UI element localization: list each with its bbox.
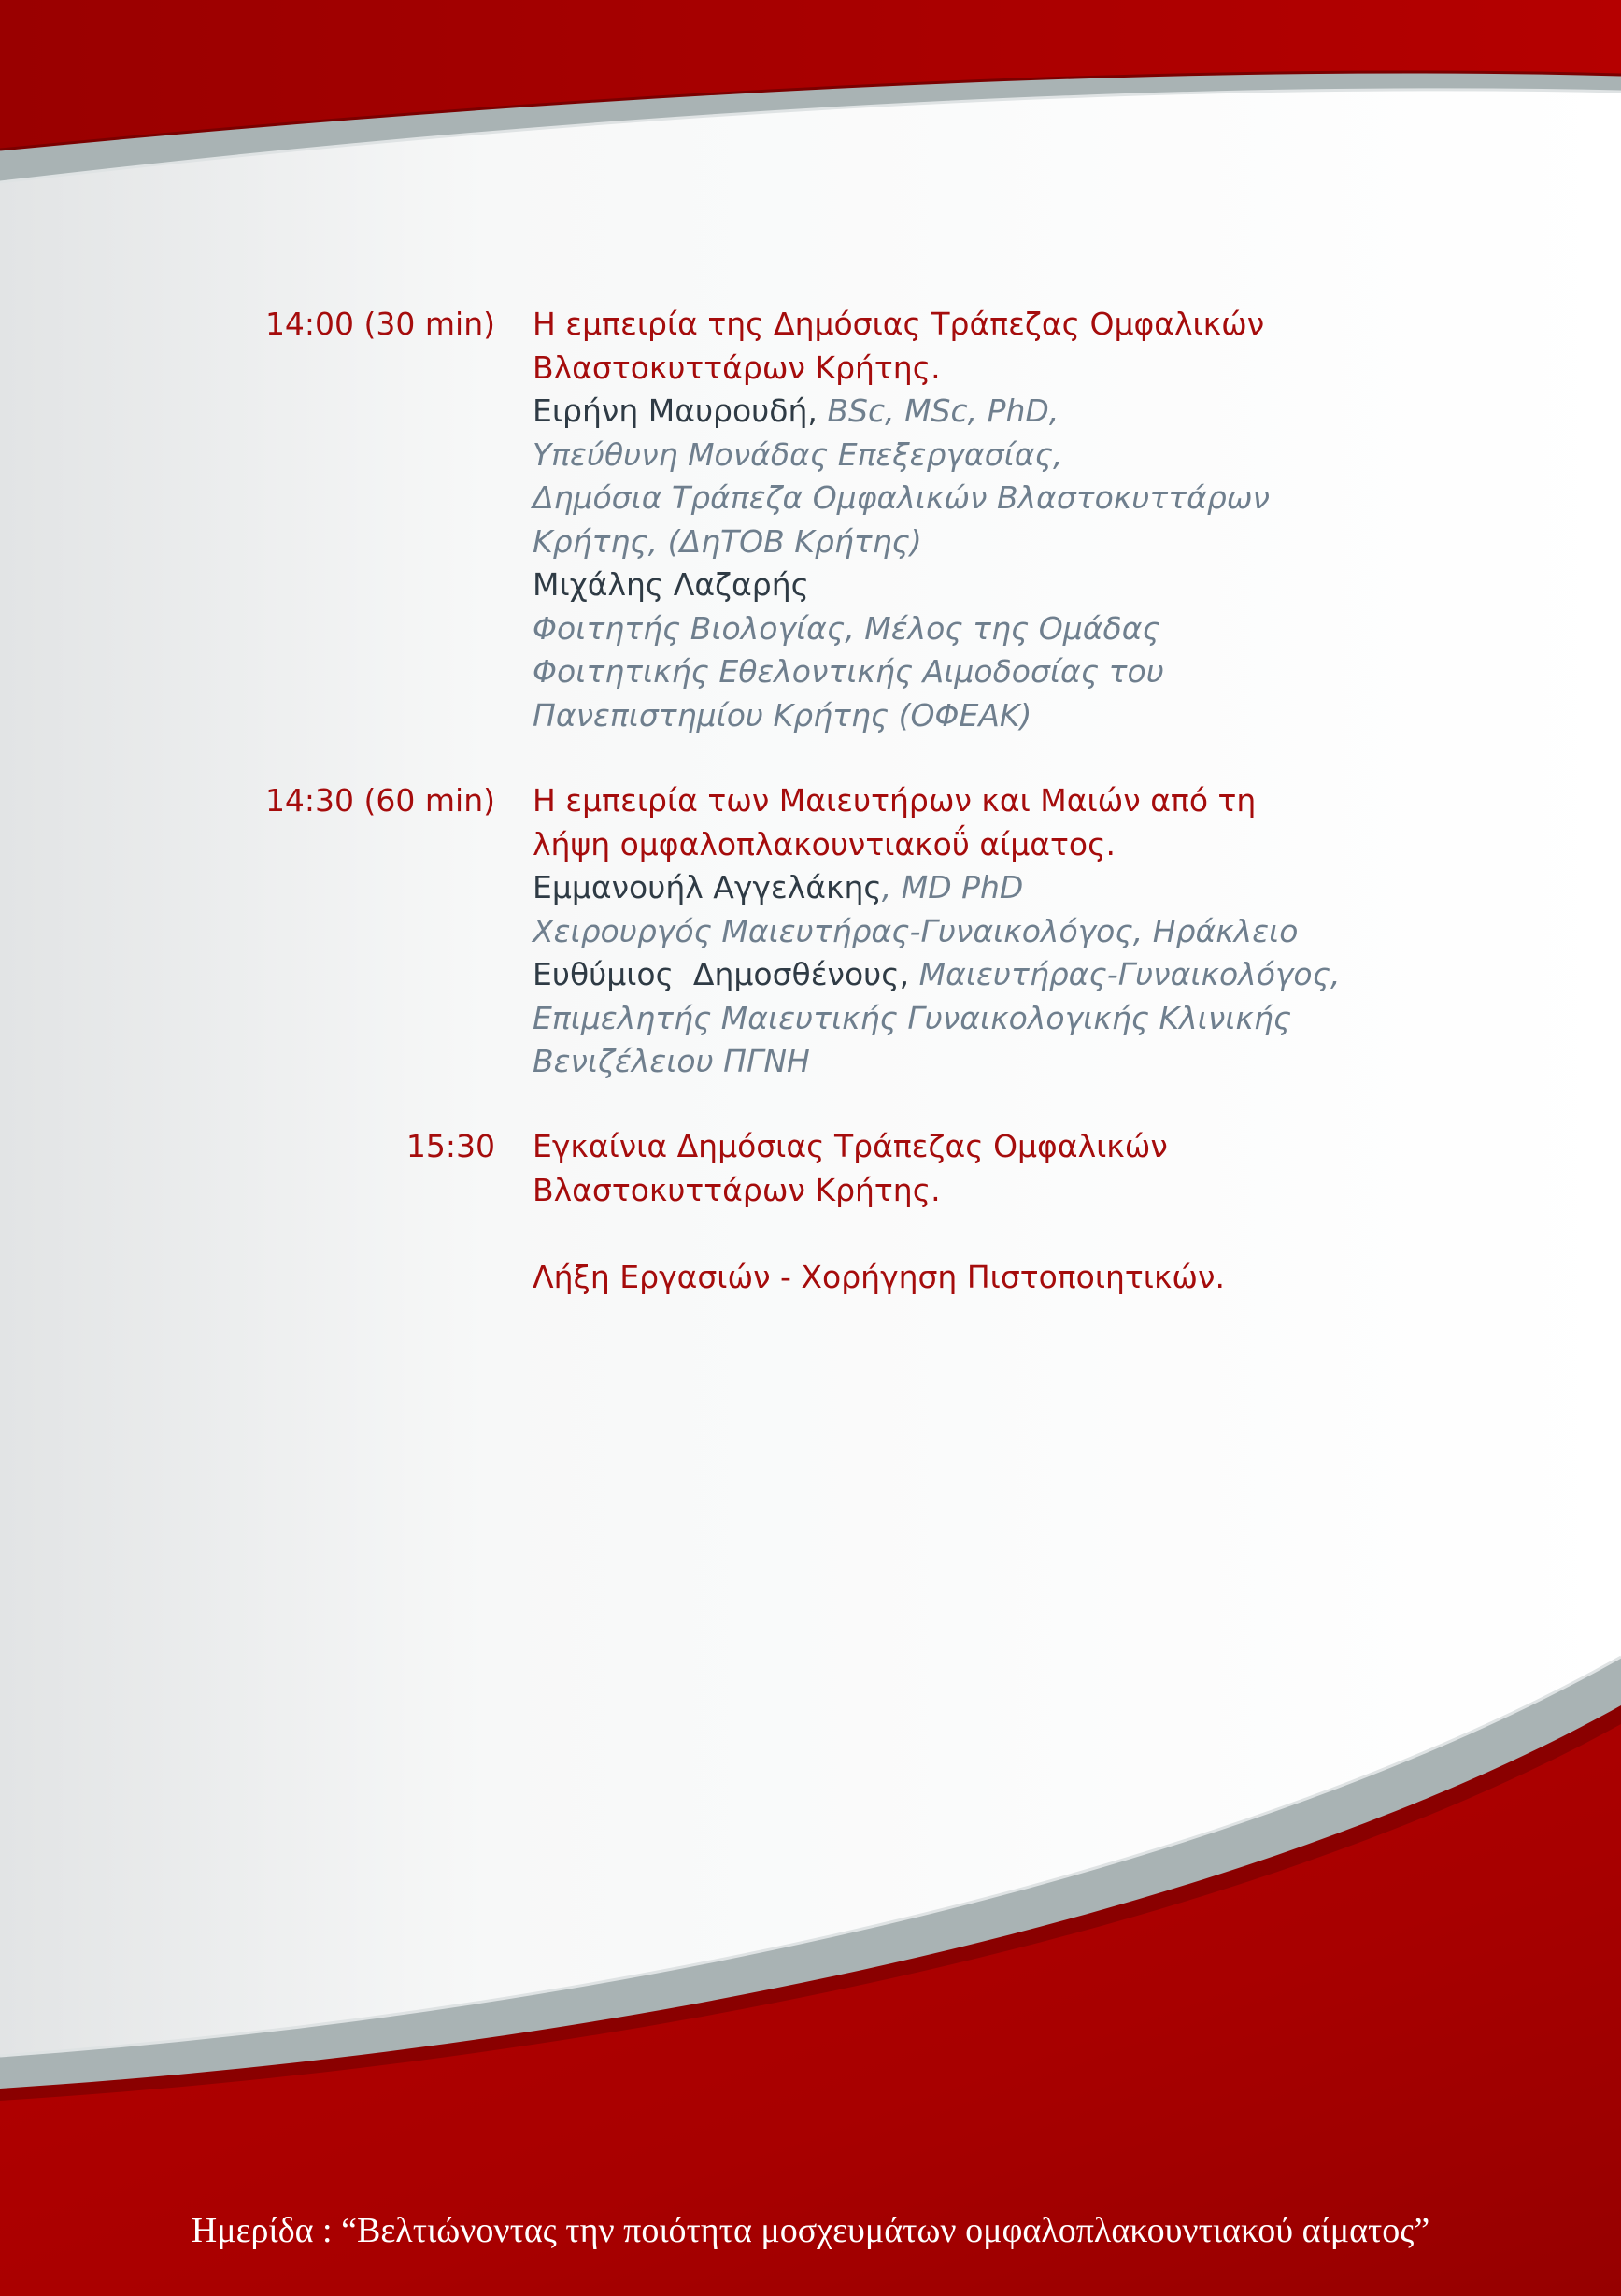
session-time: 14:30 (60 min) — [264, 782, 495, 819]
speaker-role-line: Κρήτης, (ΔηΤΟΒ Κρήτης) — [533, 522, 922, 560]
session-time: 15:30 — [405, 1128, 495, 1164]
speaker-role-line: Βενιζέλειου ΠΓΝΗ — [533, 1043, 810, 1079]
closing-line: Λήξη Εργασιών - Χορήγηση Πιστοποιητικών. — [533, 1258, 1225, 1295]
speaker-role-line: Επιμελητής Μαιευτικής Γυναικολογικής Κλινικής — [533, 999, 1292, 1036]
speaker-line: Ευθύμιος Δημοσθένους, Μαιευτήρας-Γυναικολόγος, — [533, 956, 1341, 992]
speaker-name: Ειρήνη Μαυρουδή — [533, 392, 808, 429]
session-title-line: Εγκαίνια Δημόσιας Τράπεζας Ομφαλικών — [533, 1128, 1168, 1164]
speaker-name: Ευθύμιος Δημοσθένους — [533, 956, 900, 992]
speaker-role-line: Φοιτητικής Εθελοντικής Αιμοδοσίας του — [533, 653, 1164, 690]
speaker-name: Εμμανουήλ Αγγελάκης — [533, 869, 882, 906]
session-block — [533, 779, 1467, 1084]
event-title: Ημερίδα : “Βελτιώνοντας την ποιότητα μοσχευμάτων ομφαλοπλακουντιακού αίματος” — [191, 2211, 1430, 2250]
session-title-line: Βλαστοκυττάρων Κρήτης. — [533, 1171, 941, 1208]
session-block — [533, 1125, 1467, 1299]
speaker-role-line: Πανεπιστημίου Κρήτης (ΟΦΕΑΚ) — [533, 696, 1032, 734]
session-block — [533, 303, 1467, 737]
speaker-role-line: Υπεύθυνη Μονάδας Επεξεργασίας, — [533, 435, 1063, 473]
speaker-role-line: Χειρουργός Μαιευτήρας-Γυναικολόγος, Ηράκλειο — [533, 912, 1299, 949]
session-title-line: Η εμπειρία των Μαιευτήρων και Μαιών από τη — [533, 782, 1257, 819]
session-title-line: λήψη ομφαλοπλακουντιακοΰ αίματος. — [533, 825, 1116, 863]
speaker-credentials: Μαιευτήρας-Γυναικολόγος, — [918, 956, 1341, 992]
speaker-role-line: Φοιτητής Βιολογίας, Μέλος της Ομάδας — [533, 609, 1160, 647]
speaker-line: Εμμανουήλ Αγγελάκης, MD PhD — [533, 869, 1024, 906]
speaker-credentials: MD PhD — [901, 869, 1024, 906]
session-time: 14:00 (30 min) — [264, 306, 495, 342]
session-title-line: Η εμπειρία της Δημόσιας Τράπεζας Ομφαλικών — [533, 306, 1265, 342]
speaker-role-line: Δημόσια Τράπεζα Ομφαλικών Βλαστοκυττάρων — [533, 479, 1270, 516]
speaker-line: Ειρήνη Μαυρουδή, BSc, MSc, PhD, — [533, 392, 1059, 429]
session-title-line: Βλαστοκυττάρων Κρήτης. — [533, 349, 941, 386]
speaker-name: Μιχάλης Λαζαρής — [533, 566, 810, 603]
speaker-credentials: BSc, MSc, PhD, — [827, 392, 1059, 429]
